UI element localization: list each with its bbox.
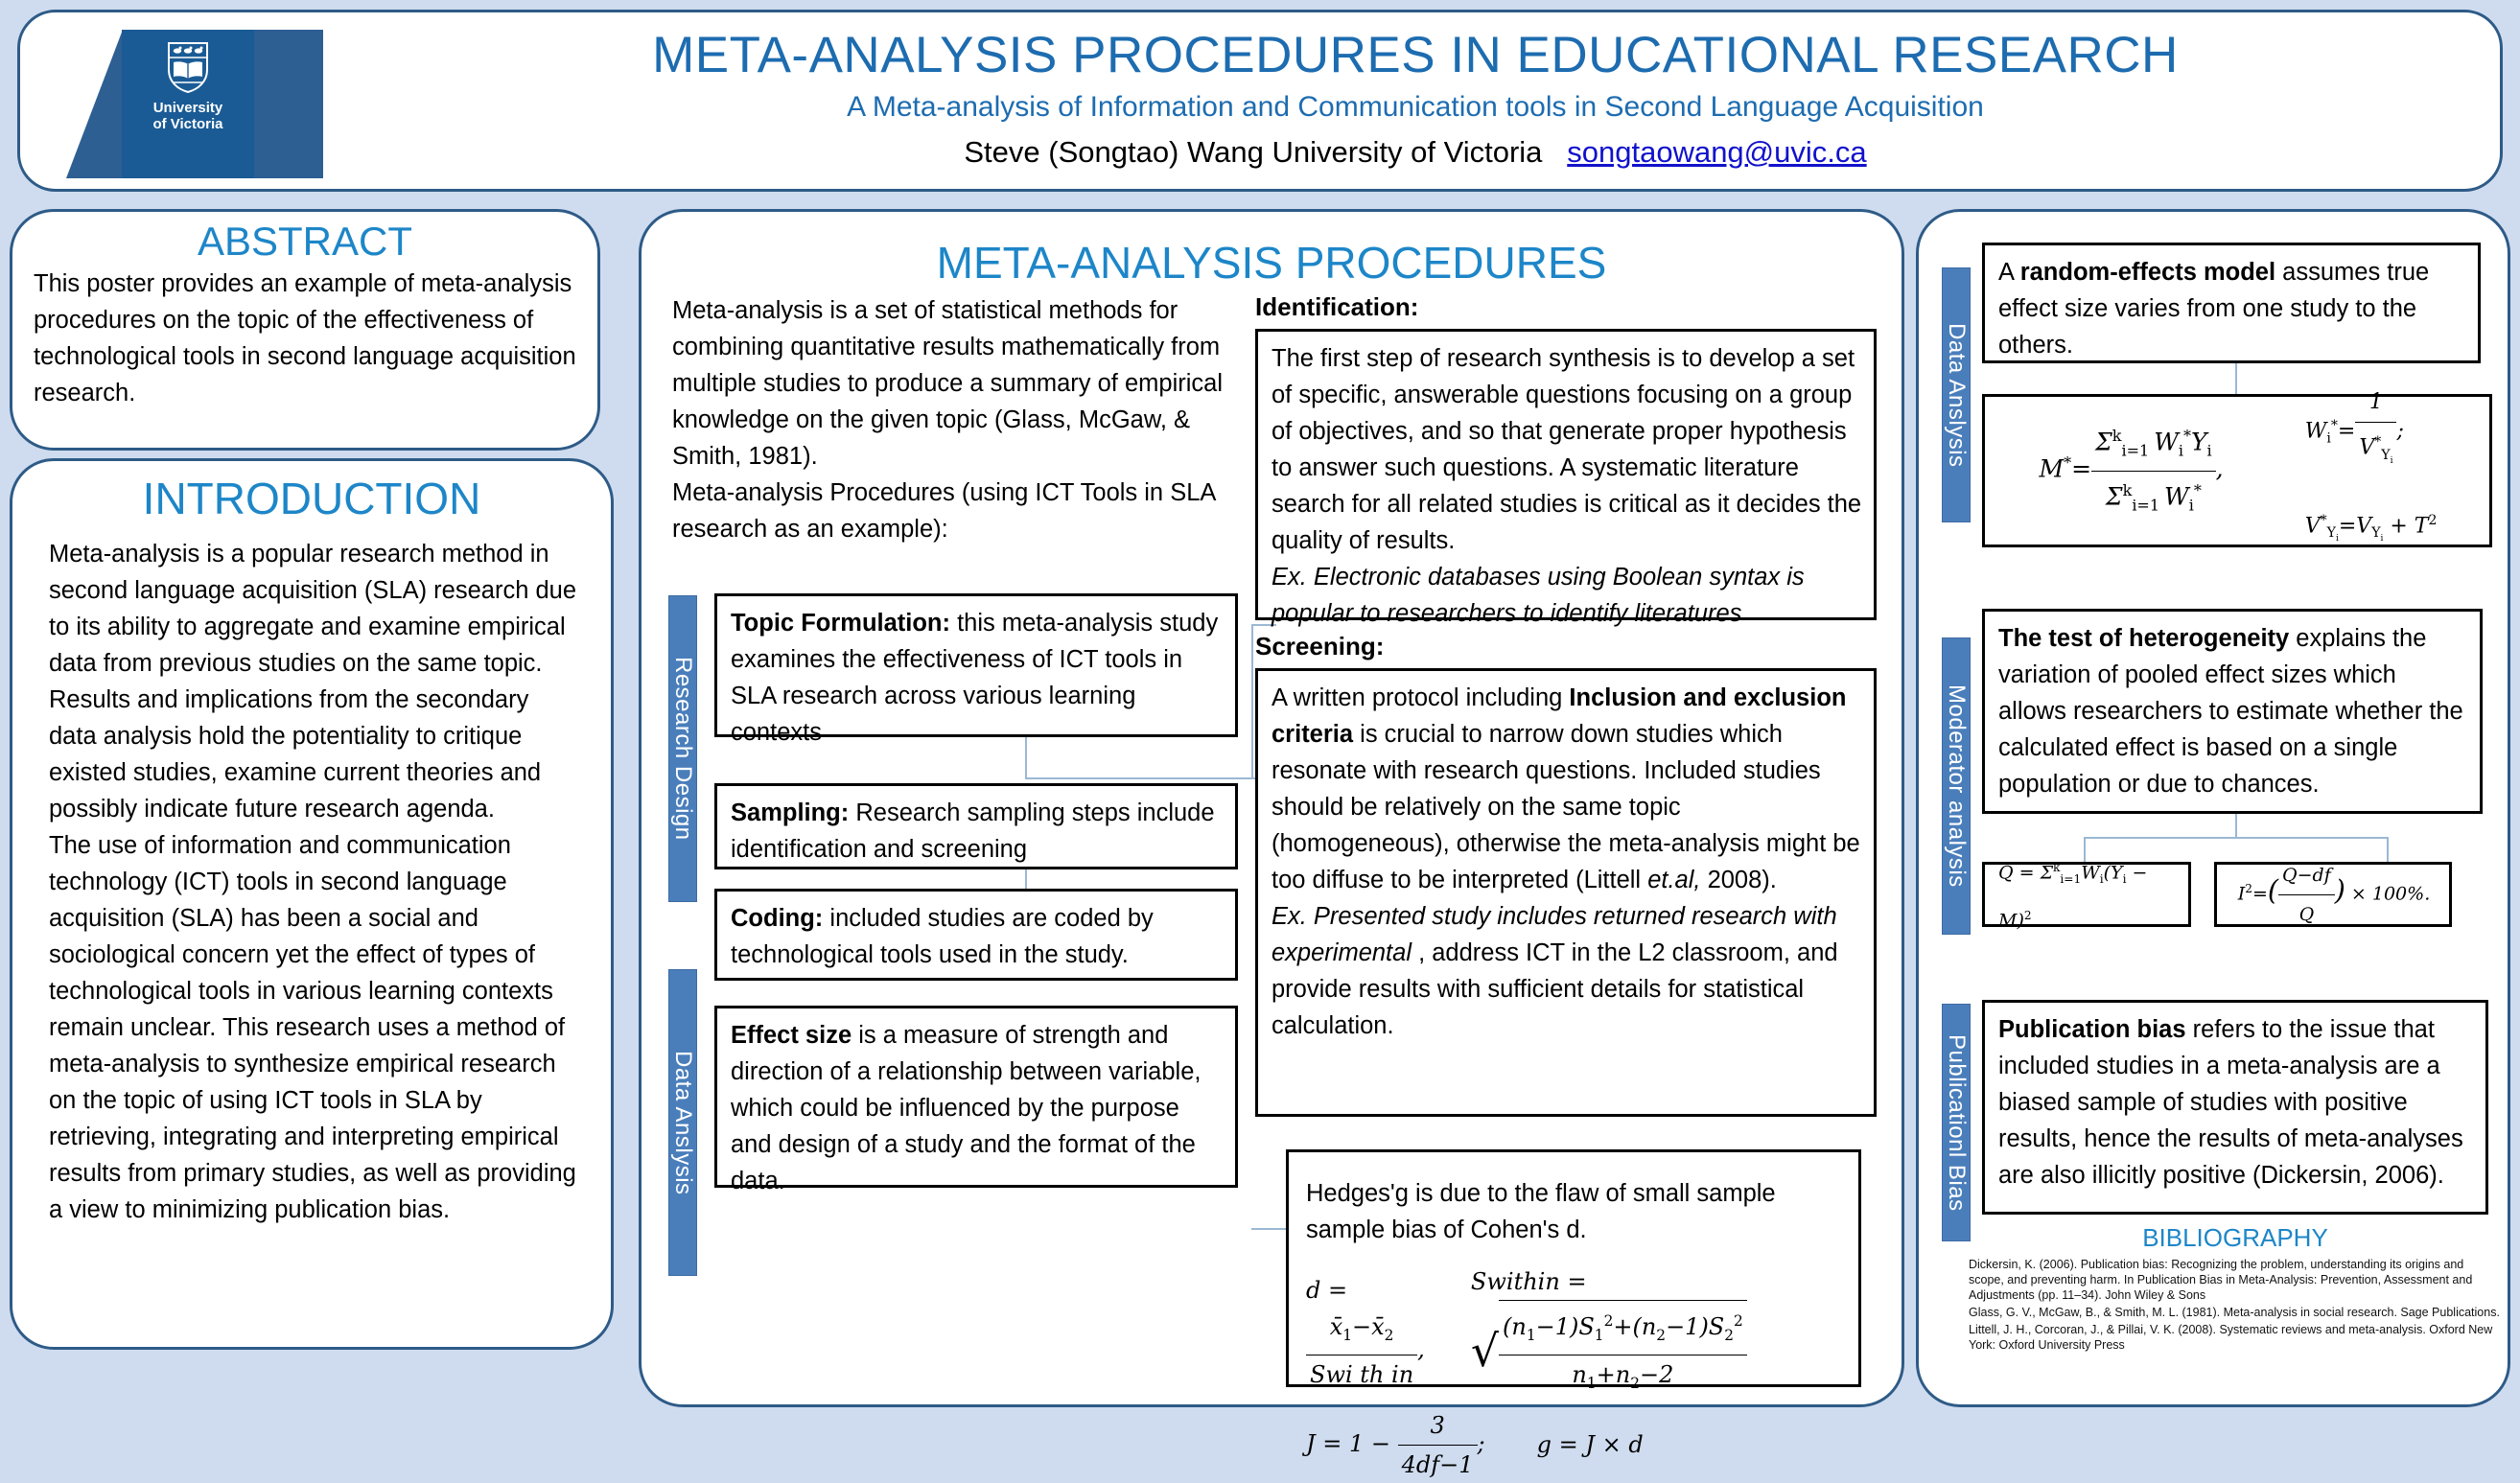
formula-weights-group bbox=[2305, 384, 2438, 557]
research-design-label: Research Design bbox=[670, 657, 696, 841]
author-line bbox=[346, 129, 2485, 175]
coding-box bbox=[714, 889, 1238, 981]
effect-size-label: Effect size bbox=[731, 1022, 852, 1049]
sampling-text: Research sampling steps include identification and screening bbox=[731, 799, 1215, 863]
random-effects-text: assumes true effect size varies from one study to the others. bbox=[1998, 259, 2430, 359]
publication-bias-box bbox=[1982, 1000, 2488, 1215]
right-data-analysis-label-bar bbox=[1942, 267, 1971, 522]
heterogeneity-bold: The test of heterogeneity bbox=[1998, 625, 2290, 652]
moderator-analysis-label-bar bbox=[1942, 637, 1971, 935]
topic-formulation-box bbox=[714, 593, 1238, 746]
analysis-section bbox=[1916, 209, 2510, 1407]
heterogeneity-text: explains the variation of pooled effect sizes which allows researchers to estimate whether the calculated effect is based on a single population or due to chances. bbox=[1998, 625, 2463, 798]
screening-example-rest: , address ICT in the L2 classroom, and provide results with sufficient details for statistical calculation. bbox=[1272, 939, 1838, 1039]
screening-box bbox=[1255, 668, 1877, 1117]
formula-group-random bbox=[1998, 389, 2478, 545]
formula-i-squared: $I^2=$( $\frac{Q-df}{Q}$ ) × 100%. bbox=[2238, 857, 2430, 933]
bibliography-list bbox=[1969, 1257, 2502, 1355]
bibliography-entry: Dickersin, K. (2006). Publication bias: Recognizing the problem, understanding its origins and scope, and preventing harm. In Publication Bias in Meta-Analysis: Prevention, Assessment and Adjustments (pp. 11–34). John Wiley & Sons bbox=[1969, 1258, 2473, 1302]
formula-j: J = 1 − $\frac{3}{4df-1}$ ; bbox=[1306, 1407, 1485, 1483]
screening-text-2: is crucial to narrow down studies which resonate with research questions. Included studies should be relatively on the same topic (homogeneous), otherwise the meta-analysis might be too diffuse to be interpreted (Littell bbox=[1272, 721, 1860, 893]
procedures-intro bbox=[672, 292, 1238, 547]
identification-heading: Identification: bbox=[1255, 292, 1419, 321]
uvic-crest-icon bbox=[166, 41, 210, 94]
procedures-intro-paragraph-2: Meta-analysis Procedures (using ICT Tools in SLA research as an example): bbox=[672, 479, 1215, 543]
connector-sampling-coding bbox=[1025, 869, 1027, 891]
bibliography-entry: Littell, J. H., Corcoran, J., & Pillai, V. K. (2008). Systematic reviews and meta-analysis. Oxford New York: Oxford University Press bbox=[1969, 1323, 2493, 1352]
formula-cohens-d: d = $\frac{x̄_1-x̄_2}{\text{Swi th in}}$ , bbox=[1306, 1276, 1425, 1388]
logo-text bbox=[152, 100, 222, 132]
logo-line-2: of Victoria bbox=[152, 116, 223, 132]
formula-pooled-mean: M*= $\frac{\Sigma^k_{i=1} W_i^*Y_i}{\Sigma^k_{i=1} W_i^*}$ , bbox=[2040, 418, 2224, 523]
sampling-box bbox=[714, 783, 1238, 869]
connector-formula-bridge bbox=[2084, 837, 2389, 839]
publication-bias-text: refers to the issue that included studies in a meta-analysis are a biased sample of studies with positive results, hence the results of meta-analyses are also illicitly positive (Dickersin, 2006). bbox=[1998, 1016, 2463, 1189]
logo-badge bbox=[122, 30, 254, 178]
research-design-label-bar bbox=[668, 595, 697, 902]
screening-text-1: A written protocol including bbox=[1272, 684, 1570, 711]
screening-heading: Screening: bbox=[1255, 632, 1385, 660]
effect-size-box bbox=[714, 1006, 1238, 1194]
topic-formulation-text: this meta-analysis study examines the effectiveness of ICT tools in SLA research across various learning contexts bbox=[731, 610, 1219, 746]
moderator-analysis-label: Moderator analysis bbox=[1944, 684, 1970, 888]
random-effects-bold: random-effects model bbox=[2019, 259, 2276, 286]
hedges-formula-row-1 bbox=[1306, 1263, 1841, 1402]
q-formula-box bbox=[1982, 861, 2191, 932]
publication-bias-bold: Publication bias bbox=[1998, 1016, 2186, 1043]
abstract-body: This poster provides an example of meta-analysis procedures on the topic of the effectiveness of technological tools in second language acquisition research. bbox=[34, 270, 576, 406]
abstract-section bbox=[10, 209, 600, 451]
author-email-link[interactable]: songtaowang@uvic.ca bbox=[1567, 135, 1867, 169]
hedges-g-box bbox=[1286, 1149, 1861, 1478]
screening-bold: Inclusion and exclusion criteria bbox=[1272, 684, 1847, 748]
connector-vertical-right bbox=[1251, 624, 1253, 779]
formula-weight: $W_i^*=$ $\frac{1}{V^*_{Y_i}}$ ; bbox=[2305, 384, 2438, 479]
coding-label: Coding: bbox=[731, 905, 824, 932]
random-effects-prefix: A bbox=[1998, 259, 2020, 286]
random-effects-box bbox=[1982, 243, 2481, 363]
connector-to-hedges bbox=[1251, 1228, 1290, 1230]
connector-random-formula bbox=[2235, 363, 2237, 394]
data-analysis-label: Data Anslysis bbox=[670, 1050, 696, 1195]
page-title: META-ANALYSIS PROCEDURES IN EDUCATIONAL RESEARCH bbox=[652, 27, 2179, 83]
procedures-intro-paragraph-1: Meta-analysis is a set of statistical methods for combining quantitative results mathematically from multiple studies to produce a summary of empirical knowledge on the given topic (Glass, McGaw, & Smith, 1981). bbox=[672, 297, 1223, 470]
introduction-paragraph-2: The use of information and communication technology (ICT) tools in second language acquisition (SLA) has been a social and sociological concern yet the effect of types of technological tools in various learning contexts remain unclear. This research uses a method of meta-analysis to synthesize empirical research on the topic of using ICT tools in SLA by retrieving, integrating and interpreting empirical results from primary studies, as well as providing a view to minimizing publication bias. bbox=[49, 832, 576, 1223]
screening-italic: et.al, bbox=[1647, 867, 1701, 893]
coding-text: included studies are coded by technological tools used in the study. bbox=[731, 905, 1154, 968]
identification-box bbox=[1255, 329, 1877, 627]
title-block bbox=[346, 26, 2485, 175]
random-effects-formula-box bbox=[1982, 389, 2492, 547]
abstract-heading: ABSTRACT bbox=[197, 219, 413, 264]
identification-text: The first step of research synthesis is to develop a set of specific, answerable questions focusing on a group of objectives, and so that generate proper hypothesis to answer such questions. A systematic literature search for all related studies is critical as it decides the quality of results. bbox=[1272, 345, 1862, 554]
publication-bias-label: Publicationl Bias bbox=[1944, 1033, 1970, 1212]
introduction-section bbox=[10, 458, 614, 1350]
heterogeneity-box bbox=[1982, 609, 2483, 814]
topic-formulation-label: Topic Formulation: bbox=[731, 610, 951, 637]
bibliography-heading: BIBLIOGRAPHY bbox=[2142, 1223, 2328, 1252]
formula-q: $Q = \Sigma^k_{i=1}W_i(Y_i - M)^2$ bbox=[1998, 861, 2148, 932]
identification-example: Ex. Electronic databases using Boolean syntax is popular to researchers to identify literatures bbox=[1272, 564, 1805, 627]
poster-subtitle: A Meta-analysis of Information and Communication tools in Second Language Acquisition bbox=[847, 91, 1984, 123]
bibliography-entry: Glass, G. V., McGaw, B., & Smith, M. L. (1981). Meta-analysis in social research. Sage Publications. bbox=[1969, 1306, 2500, 1319]
procedures-heading: META-ANALYSIS PROCEDURES bbox=[936, 238, 1607, 288]
poster-header bbox=[17, 10, 2503, 192]
right-data-analysis-label: Data Anslysis bbox=[1944, 322, 1970, 468]
introduction-heading: INTRODUCTION bbox=[142, 474, 481, 523]
connector-topic-sampling bbox=[1025, 737, 1027, 779]
data-analysis-label-bar bbox=[668, 969, 697, 1276]
introduction-body bbox=[12, 522, 611, 1228]
screening-example-italic: Ex. Presented study includes returned research with experimental bbox=[1272, 903, 1837, 966]
procedures-section bbox=[639, 209, 1904, 1478]
hedges-formula-row-2 bbox=[1306, 1407, 1841, 1483]
sampling-label: Sampling: bbox=[731, 799, 850, 826]
formula-g: g = J × d bbox=[1536, 1431, 1644, 1459]
publication-bias-label-bar bbox=[1942, 1004, 1971, 1241]
connector-hetero-formulas bbox=[2235, 814, 2237, 839]
formula-swithin: Swithin = √ $\frac{(n_1-1)S_1^2+(n_2-1)S_2^2}{n_1+n_2-2}$ bbox=[1471, 1263, 1841, 1402]
university-logo bbox=[66, 30, 344, 178]
hedges-g-text: Hedges'g is due to the flaw of small sample sample bias of Cohen's d. bbox=[1306, 1180, 1776, 1243]
logo-line-1: University bbox=[152, 100, 223, 116]
introduction-paragraph-1: Meta-analysis is a popular research method in second language acquisition (SLA) research due to its ability to aggregate and examine empirical data from previous studies on the same topic. Results and implications from the secondary data analysis hold the potentiality to critique existed studies, examine current theories and possibly indicate future research agenda. bbox=[49, 541, 577, 823]
formula-variance: $V^*_{Y_i}=V_{Y_i} + T^2$ bbox=[2304, 512, 2438, 545]
author-name: Steve (Songtao) Wang University of Victoria bbox=[964, 135, 1543, 169]
screening-text-3: 2008). bbox=[1700, 867, 1777, 893]
connector-topic-right bbox=[1025, 777, 1253, 779]
i-squared-formula-box bbox=[2214, 862, 2452, 927]
effect-size-text: is a measure of strength and direction of a relationship between variable, which could be influenced by the purpose and design of a study and the format of the data. bbox=[731, 1022, 1202, 1194]
